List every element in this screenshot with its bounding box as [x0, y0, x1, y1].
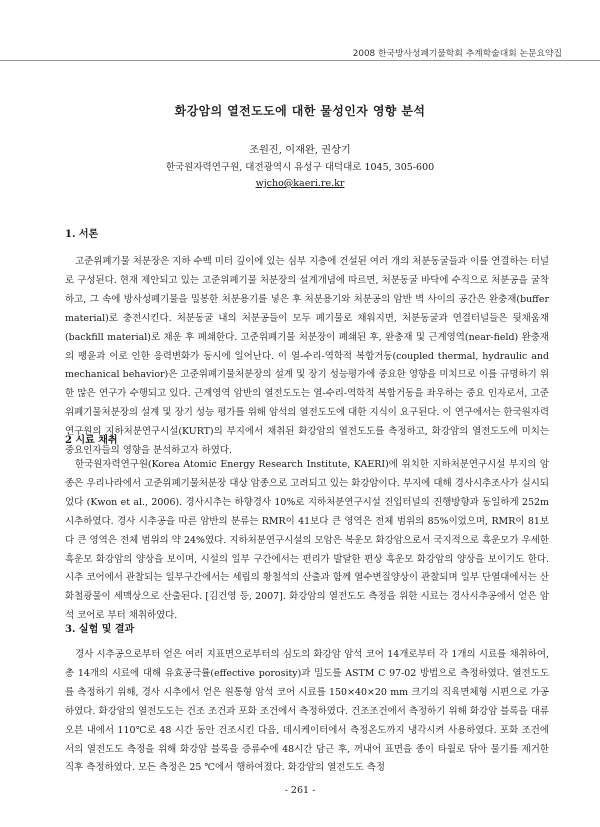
conference-header: 2008 한국방사성폐기물학회 추계학술대회 논문요약집 — [352, 49, 562, 59]
section-body-sampling: 한국원자력연구원(Korea Atomic Energy Research Institute, KAERI)에 위치한 지하처분연구시설 부지의 암종은 우리나라에서 고준위폐기물처분장 대상 암종으로 고려되고 있는 화강암이다. 부지에 대해 경사시추조사가 실시되었다 (Kwon et al., 2006). 경사시추는 하향경사 10%로 지하처분연구시설 진입터널의 진행방향과 동일하게 252m 시추하였다. 경사 시추공을 따른 암반의 분류는 RMR이 41보다 큰 영역은 전체 범위의 85%이었으며, RMR이 81보다 큰 영역은 전체 범위의 약 24%였다. 지하처분연구시설의 모암은 복운모 화강암으로서 국지적으로 흑운모가 우세한 흑운모 화강암의 양상을 보이며, 시설의 일부 구간에서는 편리가 발달한 편상 흑운모 화강암의 양상을 보이기도 한다. 시추 코어에서 관찰되는 일부구간에서는 세립의 황철석의 산출과 함께 열수변질양상이 관찰되며 일부 단열대에서는 산화철광물이 세맥상으로 산출된다. [김건영 등, 2007]. 화강암의 열전도도 측정을 위한 시료는 경사시추공에서 얻은 암석 코어로 부터 채취하였다. — [65, 459, 549, 622]
paper-affiliation: 한국원자력연구원, 대전광역시 유성구 대덕대로 1045, 305-600 — [165, 162, 435, 173]
paper-authors: 조원진, 이재완, 권상기 — [249, 145, 351, 156]
page-number: - 261 - — [284, 785, 316, 796]
section-heading-sampling: 2 시료 채취 — [65, 435, 118, 446]
paper-title: 화강암의 열전도도에 대한 물성인자 영향 분석 — [174, 104, 426, 118]
header-divider — [0, 60, 600, 61]
section-heading-experiment: 3. 실험 및 결과 — [65, 624, 135, 635]
paper-email — [0, 178, 600, 189]
email-link[interactable]: wjcho@kaeri.re.kr — [255, 178, 345, 189]
section-body-experiment: 경사 시추공으로부터 얻은 여러 지표면으로부터의 심도의 화강암 암석 코어 14개로부터 각 1개의 시료를 채취하여, 총 14개의 시료에 대해 유효공극률(effective porosity)과 밀도를 ASTM C 97-02 방법으로 측정하였다. 열전도도를 측정하기 위해, 경사 시추에서 얻은 원통형 암석 코어 시료를 150×40×20 mm 크기의 직육면체형 시편으로 가공하였다. 화강암의 열전도도는 건조 조건과 포화 조건에서 측정하였다. 건조조건에서 측정하기 위해 화강암 블록을 대류오븐 내에서 110℃로 48 시간 동안 건조시킨 다음, 데시케이터에서 측정온도까지 냉각시켜 사용하였다. 포화 조건에서의 열전도도 측정을 위해 화강암 블록을 증류수에 48시간 담근 후, 꺼내어 표면을 종이 타월로 닦아 물기를 제거한 직후 측정하였다. 모든 측정은 25 ℃에서 행하여졌다. 화강암의 열전도도 측정 — [65, 649, 549, 774]
section-body-introduction: 고준위폐기물 처분장은 지하 수백 미터 깊이에 있는 심부 지층에 건설된 여러 개의 처분동굴들과 이를 연결하는 터널로 구성된다. 현재 제안되고 있는 고준위폐기물 처분장의 설계개념에 따르면, 처분동굴 바닥에 수직으로 처분공을 굴착하고, 그 속에 방사성폐기물을 밀봉한 처분용기를 넣은 후 처분용기와 처분공의 암반 벽 사이의 공간은 완충재(buffer material)로 충전시킨다. 처분동굴 내의 처분공들이 모두 폐기물로 채워지면, 처분동굴과 연결터널들은 뒷채움재(backfill material)로 채운 후 폐쇄한다. 고준위폐기물 처분장이 폐쇄된 후, 완충재 및 근계영역(near-field) 완충재의 팽윤과 이로 인한 응력변화가 동시에 일어난다. 이 열-수리-역학적 복합거동(coupled thermal, hydraulic and mechanical behavior)은 고준위폐기물처분장의 설계 및 장기 성능평가에 중요한 영향을 미치므로 이를 규명하기 위한 많은 연구가 수행되고 있다. 근계영역 암반의 열전도도는 열-수리-역학적 복합거동을 좌우하는 중요 인자로서, 고준위폐기물처분장의 설계 및 장기 성능 평가를 위해 암석의 열전도도에 대한 지식이 요구된다. 이 연구에서는 한국원자력연구원의 지하처분연구시설(KURT)의 부지에서 채취된 화강암의 열전도도를 측정하고, 화강암의 열전도도에 미치는 중요인자들의 영향을 분석하고자 하였다. — [65, 256, 549, 457]
section-heading-introduction: 1. 서론 — [65, 229, 99, 240]
